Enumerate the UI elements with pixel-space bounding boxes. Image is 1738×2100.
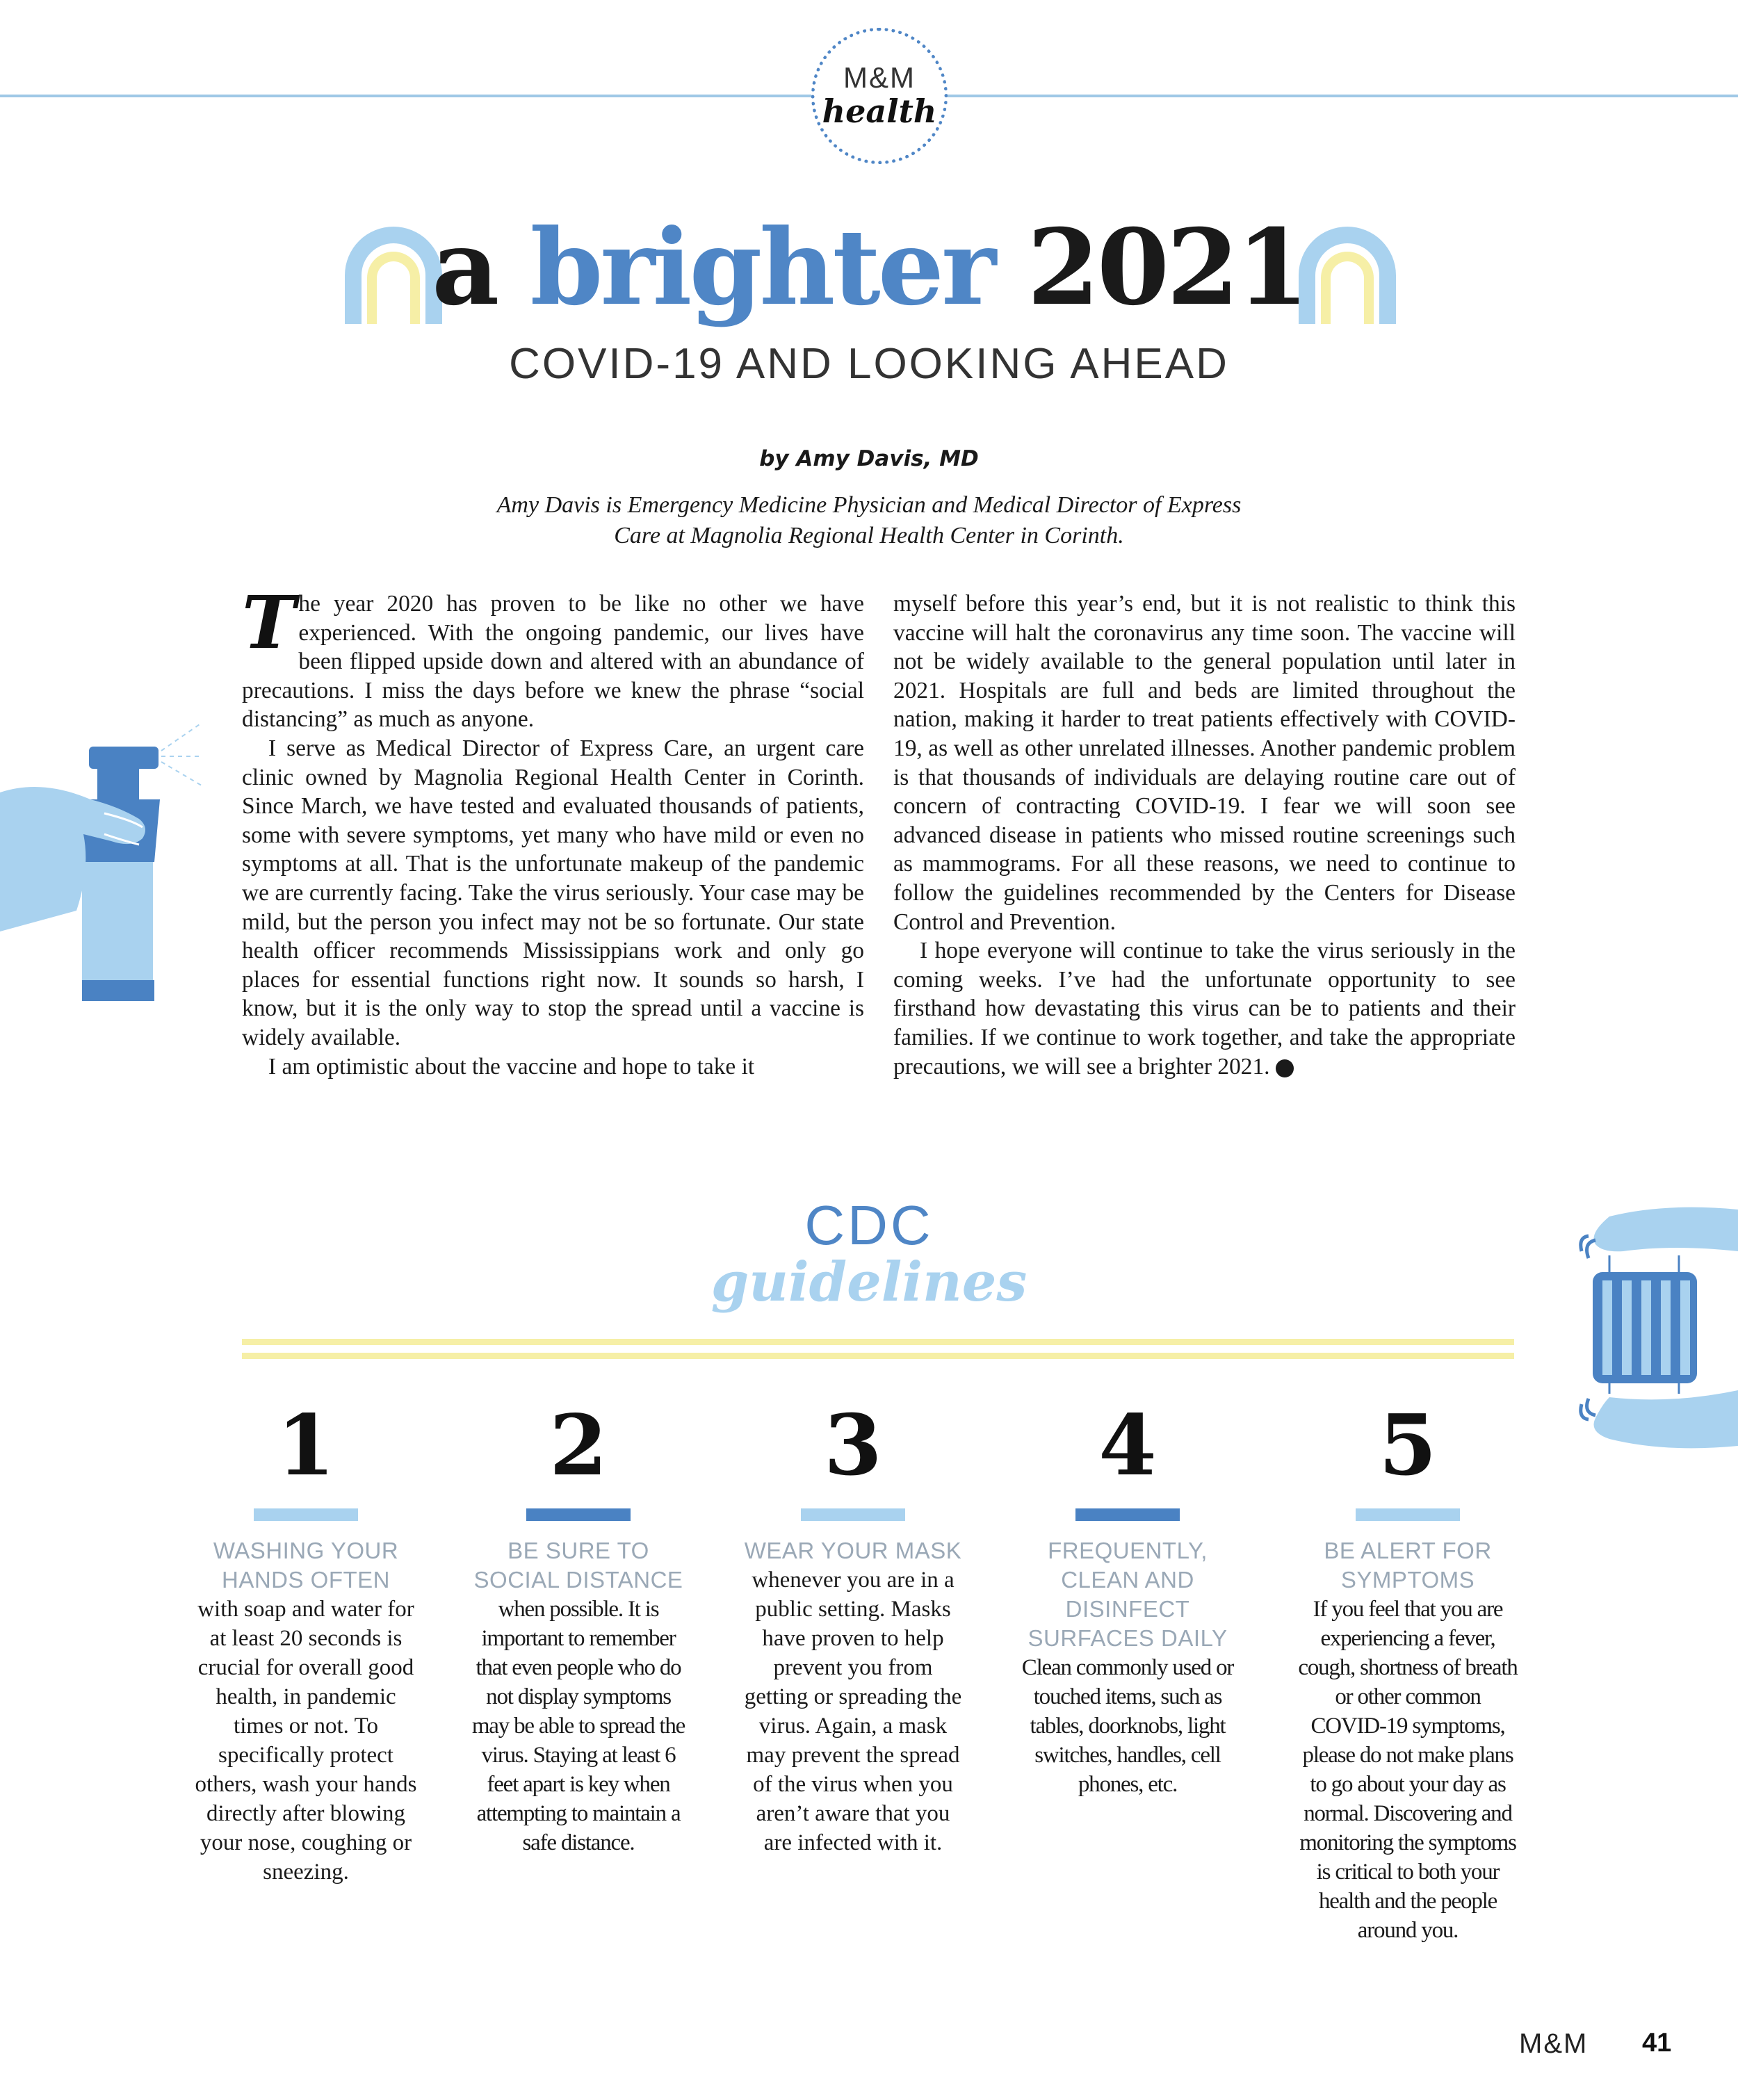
spray-bottle-icon <box>0 702 209 1008</box>
guideline-bar <box>1075 1508 1180 1521</box>
guideline-number: 4 <box>1098 1397 1157 1495</box>
guideline-bar <box>254 1508 358 1521</box>
guideline-body: Clean commonly used or touched items, such as tables, doorknobs, light switches, handles, cell phones, etc. <box>1021 1655 1234 1797</box>
guideline-item-2 <box>467 1536 690 1857</box>
article-paragraph: I serve as Medical Director of Express Care, an urgent care clinic owned by Magnolia Regional Health Center in Corinth. Since March, we have tested and evaluated thousands of patients, some with severe symptoms, yet many who have mild or even no symptoms at all. That is the unfortunate makeup of the pandemic we are currently facing. Take the virus seriously. Your case may be mild, but the person you infect may not be so fortunate. Our state health officer recommends Mississippians work and only go places for essential functions right now. It sounds so harsh, I know, but it is the only way to stop the spread until a vaccine is widely available. <box>242 735 864 1050</box>
badge-section: health <box>822 92 937 130</box>
guideline-body: whenever you are in a public setting. Masks have proven to help prevent you from getting or spreading the virus. Again, a mask may prevent the spread of the virus when you aren’t aware that you are infected with it. <box>744 1568 962 1855</box>
section-badge <box>811 28 948 164</box>
page-subtitle: COVID-19 AND LOOKING AHEAD <box>509 340 1229 388</box>
guideline-heading: BE ALERT FOR SYMPTOMS <box>1324 1538 1492 1593</box>
page-title <box>0 206 1738 334</box>
guidelines-divider <box>242 1353 1514 1359</box>
badge-brand: M&M <box>843 61 916 94</box>
drop-cap: T <box>242 580 296 665</box>
guideline-item-1 <box>195 1536 417 1887</box>
guideline-item-3 <box>742 1536 964 1857</box>
guideline-heading: WEAR YOUR MASK <box>744 1538 962 1563</box>
article-column-1 <box>242 580 864 1081</box>
guideline-body: If you feel that you are experiencing a fever, cough, shortness of breath or other common COVID-19 symptoms, please do not make plans to go about your day as normal. Discovering and monitoring the symptoms is critical to both your health and the people around you. <box>1298 1597 1518 1943</box>
guideline-heading: WASHING YOUR HANDS OFTEN <box>213 1538 399 1593</box>
guideline-body: when possible. It is important to remember that even people who do not display symptoms may be able to spread the virus. Staying at least 6 feet apart is key when attempting to maintain a safe distance. <box>471 1597 685 1855</box>
guideline-item-4 <box>1016 1536 1239 1799</box>
page-number: 41 <box>1642 2028 1672 2058</box>
guideline-number: 2 <box>549 1397 608 1495</box>
footer-brand: M&M <box>1519 2028 1589 2059</box>
title-word-brighter: brighter <box>530 206 994 329</box>
guideline-bar <box>1356 1508 1460 1521</box>
paragraph-text: I hope everyone will continue to take the virus seriously in the coming weeks. I’ve had the unfortunate opportunity to see firsthand how devastating this virus can be to patients and their families. If we continue to work together, and take the appropriate precautions, we will see a brighter 2021. <box>893 938 1516 1080</box>
article-column-2 <box>893 589 1516 1081</box>
article-paragraph <box>242 580 864 734</box>
guideline-bar <box>526 1508 631 1521</box>
article-paragraph <box>893 936 1516 1081</box>
guideline-body: with soap and water for at least 20 seconds is crucial for overall good health, in pandemic times or not. To specifically protect others, wash your hands directly after blowing your nose, coughing or sneezing. <box>195 1597 417 1885</box>
title-word-a: a <box>432 206 497 329</box>
guidelines-subtitle: guidelines <box>710 1251 1028 1314</box>
guideline-number: 3 <box>824 1397 882 1495</box>
guidelines-title: CDC <box>804 1194 934 1256</box>
article-paragraph: I am optimistic about the vaccine and hope to take it <box>268 1053 755 1080</box>
title-word-year: 2021 <box>1027 206 1306 329</box>
guideline-item-5 <box>1297 1536 1519 1945</box>
end-mark-icon: M <box>1276 1059 1294 1077</box>
guideline-heading: FREQUENTLY, CLEAN AND DISINFECT SURFACES DAILY <box>1028 1538 1228 1651</box>
guideline-bar <box>801 1508 905 1521</box>
guideline-heading: BE SURE TO SOCIAL DISTANCE <box>473 1538 683 1593</box>
article-paragraph: myself before this year’s end, but it is not realistic to think this vaccine will halt the coronavirus any time soon. The vaccine will not be widely available to the general population until later in 2021. Hospitals are full and beds are limited throughout the nation, making it harder to treat patients effectively with COVID-19, as well as other unrelated illnesses. Another pandemic problem is that thousands of individuals are delaying routine care out of concern of contracting COVID-19. I fear we will soon see advanced disease in patients who missed routine screenings such as mammograms. For all these reasons, we need to continue to follow the guidelines recommended by the Centers for Disease Control and Prevention. <box>893 591 1516 935</box>
paragraph-text: he year 2020 has proven to be like no other we have experienced. With the ongoing pandemic, our lives have been flipped upside down and altered with an abundance of precautions. I miss the days before we knew the phrase “social distancing” as much as anyone. <box>242 591 864 733</box>
guideline-number: 5 <box>1379 1397 1437 1495</box>
byline: by Amy Davis, MD <box>759 446 979 471</box>
guideline-number: 1 <box>277 1397 335 1495</box>
guidelines-divider <box>242 1339 1514 1345</box>
author-bio: Amy Davis is Emergency Medicine Physician and Medical Director of Express Care at Magnolia Regional Health Center in Corinth. <box>496 492 1242 548</box>
